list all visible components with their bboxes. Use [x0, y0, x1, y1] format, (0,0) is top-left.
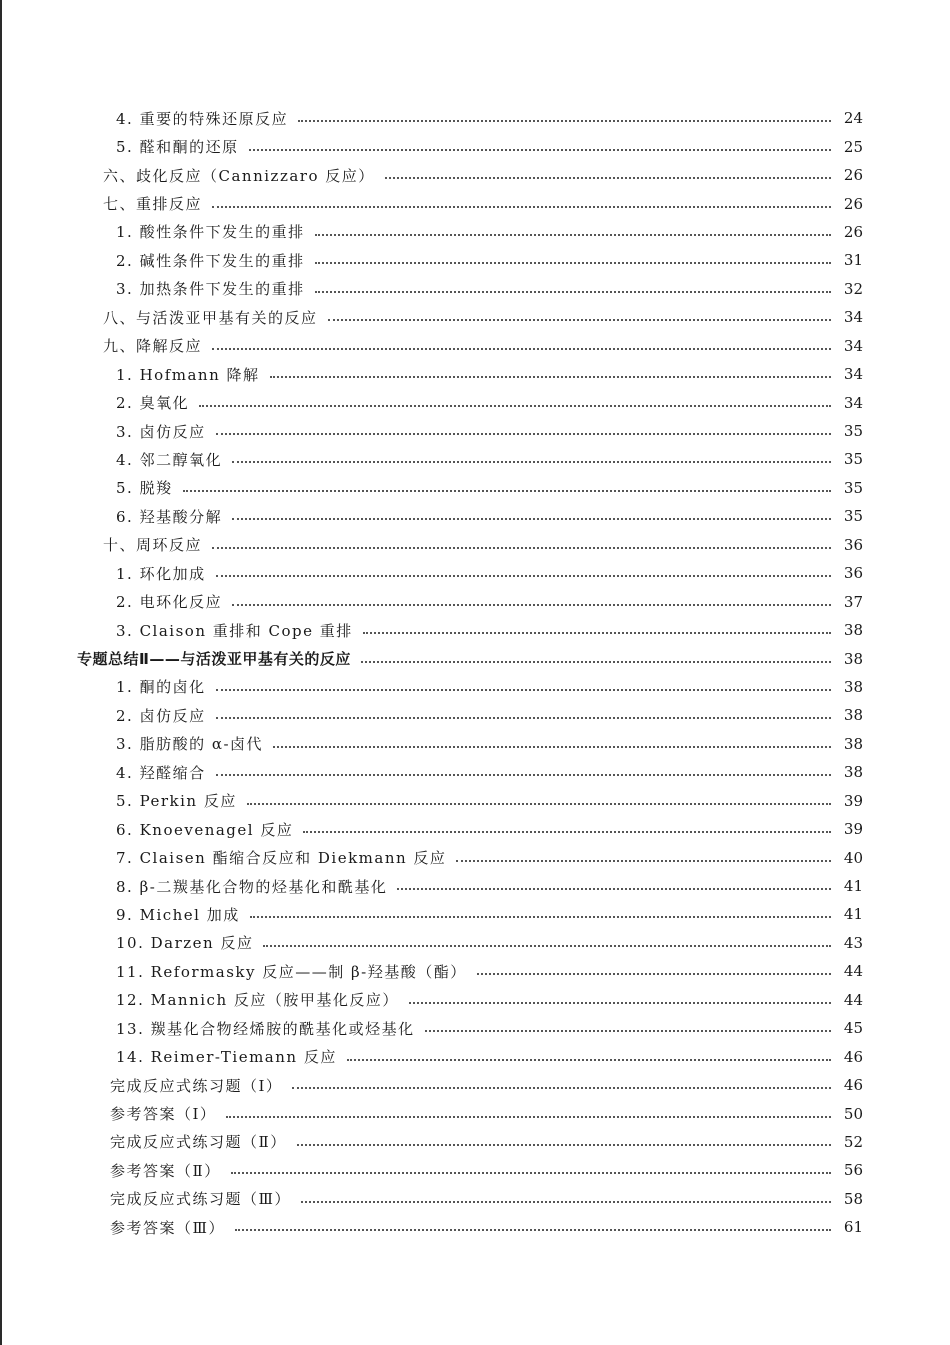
dot-leader — [397, 888, 831, 890]
dot-leader — [477, 973, 831, 975]
toc-entry-page-number: 40 — [843, 848, 863, 867]
toc-entry — [0, 1099, 950, 1127]
toc-entry-label: 参考答案（Ⅲ） — [110, 1218, 225, 1237]
dot-leader — [212, 547, 831, 549]
toc-entry — [0, 730, 950, 758]
toc-entry-page-number: 34 — [843, 308, 863, 327]
toc-entry-label: 13. 羰基化合物经烯胺的酰基化或烃基化 — [116, 1019, 415, 1038]
dot-leader — [216, 433, 831, 435]
toc-entry — [0, 957, 950, 985]
toc-entry — [0, 1042, 950, 1070]
toc-entry-page-number: 50 — [843, 1104, 863, 1123]
dot-leader — [216, 774, 831, 776]
dot-leader — [297, 1144, 831, 1146]
dot-leader — [232, 518, 831, 520]
toc-entry-page-number: 35 — [843, 507, 863, 526]
toc-entry-label: 七、重排反应 — [103, 195, 203, 214]
dot-leader — [328, 319, 831, 321]
toc-entry-label: 完成反应式练习题（Ⅲ） — [110, 1190, 291, 1209]
dot-leader — [232, 461, 831, 463]
toc-entry-page-number: 61 — [843, 1218, 863, 1237]
toc-entry-label: 参考答案（Ⅱ） — [110, 1161, 221, 1180]
dot-leader — [409, 1002, 831, 1004]
toc-entry-page-number: 46 — [843, 1047, 863, 1066]
toc-entry-label: 11. Reformasky 反应——制 β-羟基酸（酯） — [116, 962, 467, 981]
toc-entry — [0, 673, 950, 701]
dot-leader — [303, 831, 831, 833]
toc-entry-label: 4. 重要的特殊还原反应 — [116, 109, 289, 128]
toc-section-heading — [0, 644, 950, 672]
toc-entry-label: 1. Hofmann 降解 — [116, 365, 260, 384]
dot-leader — [183, 490, 831, 492]
toc-entry-label: 9. Michel 加成 — [116, 905, 240, 924]
toc-entry-label: 14. Reimer-Tiemann 反应 — [116, 1048, 337, 1067]
toc-entry-label: 2. 电环化反应 — [116, 593, 223, 612]
toc-entry-label: 2. 卤仿反应 — [116, 706, 206, 725]
toc-entry — [0, 559, 950, 587]
dot-leader — [363, 632, 831, 634]
toc-entry-page-number: 34 — [843, 365, 863, 384]
dot-leader — [226, 1116, 831, 1118]
toc-entry-label: 8. β-二羰基化合物的烃基化和酰基化 — [116, 877, 388, 896]
dot-leader — [235, 1229, 831, 1231]
dot-leader — [273, 746, 831, 748]
dot-leader — [216, 575, 831, 577]
dot-leader — [216, 689, 831, 691]
toc-entry-label: 2. 碱性条件下发生的重排 — [116, 251, 305, 270]
toc-entry-page-number: 41 — [843, 877, 863, 896]
dot-leader — [315, 262, 831, 264]
toc-entry-label: 5. 脱羧 — [116, 479, 173, 498]
toc-entry-page-number: 38 — [843, 621, 863, 640]
dot-leader — [263, 945, 831, 947]
toc-entry-page-number: 37 — [843, 592, 863, 611]
toc-entry — [0, 986, 950, 1014]
toc-entry — [0, 445, 950, 473]
dot-leader — [361, 661, 831, 663]
toc-entry-label: 六、歧化反应（Cannizzaro 反应） — [103, 166, 375, 185]
dot-leader — [232, 604, 831, 606]
toc-entry — [0, 531, 950, 559]
toc-entry-label: 7. Claisen 酯缩合反应和 Diekmann 反应 — [116, 849, 447, 868]
toc-entry-page-number: 36 — [843, 535, 863, 554]
toc-entry-page-number: 26 — [843, 166, 863, 185]
dot-leader — [231, 1172, 831, 1174]
toc-entry-page-number: 38 — [843, 763, 863, 782]
toc-entry-label: 4. 羟醛缩合 — [116, 763, 206, 782]
toc-entry-label: 5. Perkin 反应 — [116, 792, 237, 811]
toc-entry — [0, 787, 950, 815]
dot-leader — [315, 234, 831, 236]
toc-entry — [0, 388, 950, 416]
toc-entry-label: 专题总结Ⅱ——与活泼亚甲基有关的反应 — [77, 650, 351, 669]
table-of-contents — [0, 104, 950, 1242]
toc-entry-page-number: 38 — [843, 706, 863, 725]
dot-leader — [216, 717, 831, 719]
dot-leader — [199, 405, 831, 407]
toc-entry-page-number: 26 — [843, 194, 863, 213]
toc-entry — [0, 246, 950, 274]
toc-entry-page-number: 35 — [843, 450, 863, 469]
toc-entry-label: 3. 加热条件下发生的重排 — [116, 280, 305, 299]
toc-entry-page-number: 41 — [843, 905, 863, 924]
toc-entry — [0, 929, 950, 957]
toc-entry-label: 3. 卤仿反应 — [116, 422, 206, 441]
toc-entry-label: 5. 醛和酮的还原 — [116, 138, 239, 157]
dot-leader — [247, 803, 831, 805]
toc-entry-label: 完成反应式练习题（Ⅱ） — [110, 1133, 287, 1152]
toc-entry-page-number: 45 — [843, 1019, 863, 1038]
toc-entry-page-number: 58 — [843, 1189, 863, 1208]
dot-leader — [347, 1059, 831, 1061]
toc-entry-label: 2. 臭氧化 — [116, 394, 190, 413]
toc-entry-page-number: 32 — [843, 279, 863, 298]
toc-entry-page-number: 34 — [843, 393, 863, 412]
dot-leader — [315, 291, 831, 293]
toc-entry-page-number: 46 — [843, 1076, 863, 1095]
toc-entry-page-number: 38 — [843, 734, 863, 753]
dot-leader — [301, 1201, 831, 1203]
toc-entry-page-number: 31 — [843, 251, 863, 270]
toc-entry-page-number: 39 — [843, 820, 863, 839]
toc-entry-label: 10. Darzen 反应 — [116, 934, 254, 953]
toc-entry — [0, 872, 950, 900]
toc-entry — [0, 502, 950, 530]
toc-entry-label: 1. 酸性条件下发生的重排 — [116, 223, 305, 242]
toc-entry-page-number: 35 — [843, 422, 863, 441]
dot-leader — [385, 177, 831, 179]
toc-entry — [0, 815, 950, 843]
toc-entry-page-number: 38 — [843, 677, 863, 696]
toc-entry-label: 6. Knoevenagel 反应 — [116, 820, 294, 839]
toc-entry — [0, 360, 950, 388]
toc-entry-page-number: 26 — [843, 222, 863, 241]
toc-entry — [0, 303, 950, 331]
toc-entry — [0, 1071, 950, 1099]
toc-entry — [0, 1156, 950, 1184]
toc-entry — [0, 1213, 950, 1241]
toc-entry — [0, 104, 950, 132]
dot-leader — [270, 376, 832, 378]
toc-entry-page-number: 35 — [843, 478, 863, 497]
toc-entry — [0, 417, 950, 445]
toc-entry-label: 参考答案（Ⅰ） — [110, 1105, 217, 1124]
toc-entry-label: 九、降解反应 — [103, 337, 203, 356]
toc-entry-label: 十、周环反应 — [103, 536, 203, 555]
dot-leader — [425, 1030, 831, 1032]
toc-entry-page-number: 36 — [843, 564, 863, 583]
toc-entry-label: 4. 邻二醇氧化 — [116, 450, 223, 469]
dot-leader — [298, 120, 831, 122]
toc-entry — [0, 1014, 950, 1042]
toc-entry-page-number: 43 — [843, 933, 863, 952]
toc-entry-label: 6. 羟基酸分解 — [116, 507, 223, 526]
toc-entry-label: 3. Claison 重排和 Cope 重排 — [116, 621, 353, 640]
toc-entry-page-number: 44 — [843, 990, 863, 1009]
toc-entry — [0, 189, 950, 217]
toc-entry — [0, 1128, 950, 1156]
toc-entry — [0, 900, 950, 928]
dot-leader — [212, 206, 831, 208]
toc-entry-label: 12. Mannich 反应（胺甲基化反应） — [116, 991, 399, 1010]
toc-entry — [0, 218, 950, 246]
toc-entry — [0, 474, 950, 502]
dot-leader — [249, 149, 831, 151]
toc-entry — [0, 616, 950, 644]
dot-leader — [250, 916, 831, 918]
toc-entry — [0, 843, 950, 871]
dot-leader — [212, 348, 831, 350]
toc-entry-label: 完成反应式练习题（Ⅰ） — [110, 1076, 283, 1095]
toc-entry-page-number: 25 — [843, 137, 863, 156]
toc-entry-page-number: 38 — [843, 649, 863, 668]
toc-entry-label: 八、与活泼亚甲基有关的反应 — [103, 308, 318, 327]
toc-entry-label: 3. 脂肪酸的 α-卤代 — [116, 735, 264, 754]
toc-entry-label: 1. 酮的卤化 — [116, 678, 206, 697]
toc-entry — [0, 587, 950, 615]
toc-entry — [0, 275, 950, 303]
toc-entry — [0, 1185, 950, 1213]
toc-entry-page-number: 34 — [843, 336, 863, 355]
toc-entry-page-number: 44 — [843, 962, 863, 981]
toc-entry — [0, 758, 950, 786]
toc-entry — [0, 701, 950, 729]
toc-entry-page-number: 39 — [843, 791, 863, 810]
toc-entry-page-number: 56 — [843, 1161, 863, 1180]
dot-leader — [456, 860, 831, 862]
toc-entry-page-number: 52 — [843, 1132, 863, 1151]
dot-leader — [292, 1087, 831, 1089]
toc-entry — [0, 332, 950, 360]
toc-entry — [0, 161, 950, 189]
toc-entry — [0, 132, 950, 160]
toc-entry-label: 1. 环化加成 — [116, 564, 206, 583]
toc-entry-page-number: 24 — [843, 109, 863, 128]
